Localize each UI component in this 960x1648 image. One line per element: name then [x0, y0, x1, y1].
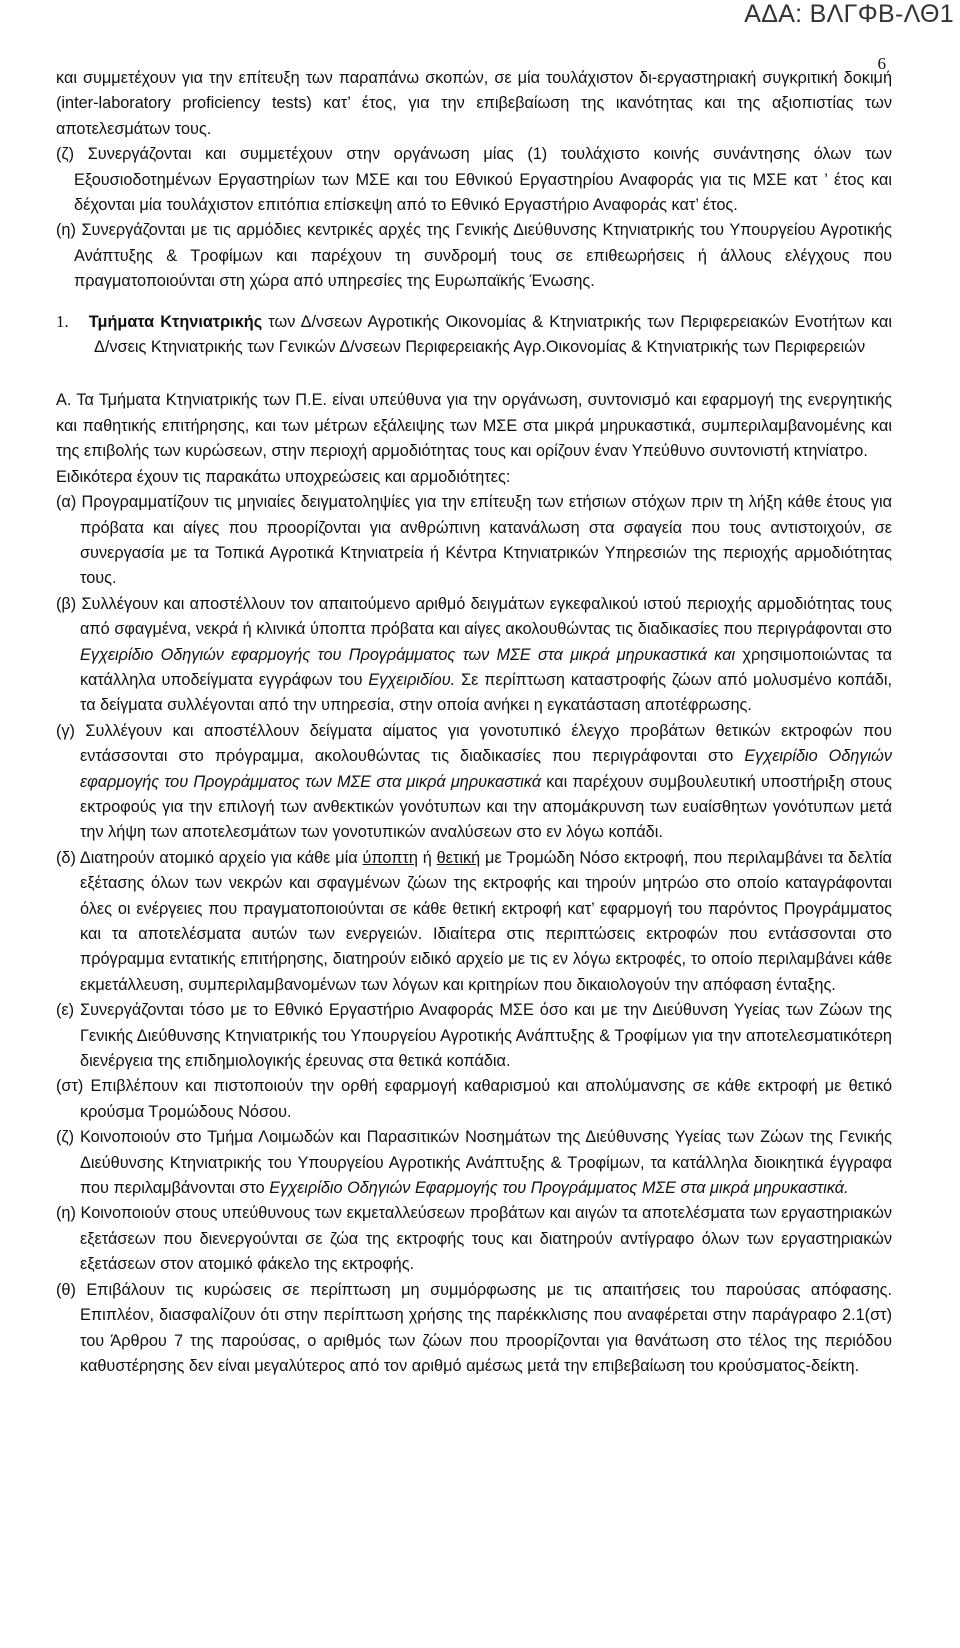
paragraph-continuation: και συμμετέχουν για την επίτευξη των παραπάνω σκοπών, σε μία τουλάχιστον δι-εργαστηριακή συγκριτική δοκιμή (inter-laboratory proficiency tests) κατ’ έτος, για την επιβεβαίωση της ικανότητας και της αξιοπιστίας των αποτελεσμάτων τους. [56, 69, 892, 138]
item-b-manual-ref: Εγχειριδίου. [368, 670, 456, 689]
item-d [56, 846, 892, 998]
item-d-underline-positive: θετική [436, 848, 481, 867]
item-a: (α) Προγραμματίζουν τις μηνιαίες δειγματοληψίες για την επίτευξη των ετήσιων στόχων πριν τη λήξη κάθε έτους για πρόβατα και αίγες που προορίζονται για ανθρώπινη κατανάλωση στα σφαγεία που τους αντιστοιχούν, σε συνεργασία με τα Τοπικά Αγροτικά Κτηνιατρεία ή Κέντρα Κτηνιατρικών Υπηρεσιών της περιοχής αρμοδιότητας τους. [56, 493, 892, 588]
item-z [56, 1125, 892, 1201]
ada-code: ΑΔΑ: ΒΛΓΦΒ-ΛΘ1 [744, 0, 954, 28]
item-d-text-2: ή [417, 848, 437, 867]
item-h: (η) Κοινοποιούν στους υπεύθυνους των εκμεταλλεύσεων προβάτων και αιγών τα αποτελέσματα των εργαστηριακών εξετάσεων που διενεργούνται σε ζώα της εκτροφής τους και διατηρούν αντίγραφο όλων των εργαστηριακών εξετάσεων στον ατομικό φάκελο της εκτροφής. [56, 1204, 892, 1274]
item-d-underline-suspect: ύποπτη [362, 848, 418, 867]
item-d-text-3: με Τρομώδη Νόσο εκτροφή, που περιλαμβάνει τα δελτία εξέτασης όλων των νεκρών και σφαγμένων ζώων της εκτροφής και τηρούν μητρώο στο οποίο καταγράφονται όλες οι ενέργειες που πραγματοποιούνται σε κάθε θετική εκτροφή κατ’ εφαρμογή του παρόντος Προγράμματος και τα αποτελέσματα αυτών των ενεργειών. Ιδιαίτερα στις περιπτώσεις εκτροφών που εντάσσονται στο πρόγραμμα εντατικής επιτήρησης, διατηρούν ειδικό αρχείο με τις εν λόγω εκτροφές, το οποίο περιλαμβάνει κάθε εκμετάλλευση, συμπεριλαμβανομένων των λόγων και κριτηρίων που δικαιολογούν την απόφαση ένταξης. [80, 848, 892, 994]
document-body [56, 66, 892, 1379]
item-e: (ε) Συνεργάζονται τόσο με το Εθνικό Εργαστήριο Αναφοράς ΜΣΕ όσο και με την Διεύθυνση Υγείας των Ζώων της Γενικής Διεύθυνσης Κτηνιατρικής του Υπουργείου Αγροτικής Ανάπτυξης & Τροφίμων για την αποτελεσματικότερη διενέργεια της επιδημιολογικής έρευνας στα θετικά κοπάδια. [56, 1001, 892, 1071]
item-h-top: (η) Συνεργάζονται με τις αρμόδιες κεντρικές αρχές της Γενικής Διεύθυνσης Κτηνιατρικής του Υπουργείου Αγροτικής Ανάπτυξης & Τροφίμων και παρέχουν τη συνδρομή τους σε επιθεωρήσεις ή άλλους ελέγχους που πραγματοποιούνται στη χώρα από υπηρεσίες της Ευρωπαϊκής Ένωσης. [56, 221, 892, 291]
section-1-heading [56, 309, 892, 361]
item-b-text-1: (β) Συλλέγουν και αποστέλλουν τον απαιτούμενο αριθμό δειγμάτων εγκεφαλικού ιστού περιοχής αρμοδιότητας τους από σφαγμένα, νεκρά ή κλινικά ύποπτα πρόβατα και αίγες ακολουθώντας τις διαδικασίες που περιγράφονται στο [56, 594, 892, 639]
item-g-text-2: και παρέχουν συμβουλευτική υποστήριξη στους εκτροφούς για την επιλογή των ανθεκτικών γονότυπων και την απομάκρυνση των ευαίσθητων γονότυπων μετά την λήψη των αποτελεσμάτων των γονοτυπικών αναλύσεων στο εν λόγω κοπάδι. [80, 772, 892, 842]
item-b-manual-title: Εγχειρίδιο Οδηγιών εφαρμογής του Προγράμματος των ΜΣΕ στα μικρά μηρυκαστικά και [80, 645, 736, 664]
page-number: 6 [877, 54, 886, 73]
item-d-text-1: (δ) Διατηρούν ατομικό αρχείο για κάθε μία [56, 848, 363, 867]
item-g [56, 719, 892, 846]
item-th: (θ) Επιβάλουν τις κυρώσεις σε περίπτωση μη συμμόρφωσης με τις απαιτήσεις του παρούσας απόφασης. Επιπλέον, διασφαλίζουν ότι στην περίπτωση χρήσης της παρέκκλισης που αναφέρεται στην παράγραφο 2.1(στ) του Άρθρου 7 της παρούσας, ο αριθμός των ζώων που προορίζονται για θανάτωση στο τέλος της περιόδου καθυστέρησης δεν είναι μεγαλύτερος από τον αριθμό αμέσως μετά την επιβεβαίωση του κρούσματος-δείκτη. [56, 1280, 892, 1375]
section-number: 1. [56, 311, 69, 331]
item-b-text-3: Σε περίπτωση καταστροφής ζώων από μολυσμένο κοπάδι, τα δείγματα συλλέγονται από την υπηρεσία, στην οποία ανήκει η εγκατάσταση αποτέφρωσης. [80, 670, 892, 715]
item-g-manual-title: Εγχειρίδιο Οδηγιών εφαρμογής του Προγράμματος των ΜΣΕ στα μικρά μηρυκαστικά [80, 747, 892, 791]
section-title-bold: Τμήματα Κτηνιατρικής [88, 312, 263, 331]
item-z-top: (ζ) Συνεργάζονται και συμμετέχουν στην οργάνωση μίας (1) τουλάχιστο κοινής συνάντησης όλων των Εξουσιοδοτημένων Εργαστηρίων των ΜΣΕ και του Εθνικού Εργαστηρίου Αναφοράς για τις ΜΣΕ κατ ’ έτος και δέχονται μία τουλάχιστον επιτόπια επίσκεψη από το Εθνικό Εργαστήριο Αναφοράς κατ’ έτος. [56, 145, 892, 215]
item-b [56, 592, 892, 719]
section-a-intro: Α. Τα Τμήματα Κτηνιατρικής των Π.Ε. είναι υπεύθυνα για την οργάνωση, συντονισμό και εφαρμογή της ενεργητικής και παθητικής επιτήρησης, και των μέτρων εξάλειψης των ΜΣΕ στα μικρά μηρυκαστικά, συμπεριλαμβανομένης και της επιβολής των κυρώσεων, στην περιοχή αρμοδιότητας τους και ορίζουν έναν Υπεύθυνο συντονιστή κτηνίατρο. [56, 391, 892, 461]
specific-duties-intro: Ειδικότερα έχουν τις παρακάτω υποχρεώσεις και αρμοδιότητες: [56, 467, 511, 486]
item-g-text-1: (γ) Συλλέγουν και αποστέλλουν δείγματα αίματος για γονοτυπικό έλεγχο προβάτων θετικών εκτροφών που εντάσσονται στο πρόγραμμα, ακολουθώντας τις διαδικασίες που περιγράφονται στο [56, 721, 892, 766]
section-title-rest: των Δ/νσεων Αγροτικής Οικονομίας & Κτηνιατρικής των Περιφερειακών Ενοτήτων και Δ/νσεις Κτηνιατρικής των Γενικών Δ/νσεων Περιφερειακής Αγρ.Οικονομίας & Κτηνιατρικής των Περιφερειών [94, 312, 892, 357]
item-b-text-2: χρησιμοποιώντας τα κατάλληλα υποδείγματα εγγράφων του [80, 645, 892, 689]
item-st: (στ) Επιβλέπουν και πιστοποιούν την ορθή εφαρμογή καθαρισμού και απολύμανσης σε κάθε εκτροφή με θετικό κρούσμα Τρομώδους Νόσου. [56, 1077, 892, 1121]
item-z-text: (ζ) Κοινοποιούν στο Τμήμα Λοιμωδών και Παρασιτικών Νοσημάτων της Διεύθυνσης Υγείας των Ζώων της Γενικής Διεύθυνσης Κτηνιατρικής του Υπουργείου Αγροτικής Ανάπτυξης & Τροφίμων, τα κατάλληλα διοικητικά έγγραφα που περιλαμβάνονται στο [56, 1128, 892, 1198]
item-z-manual-title: Εγχειρίδιο Οδηγιών Εφαρμογής του Προγράμματος ΜΣΕ στα μικρά μηρυκαστικά. [269, 1179, 849, 1198]
